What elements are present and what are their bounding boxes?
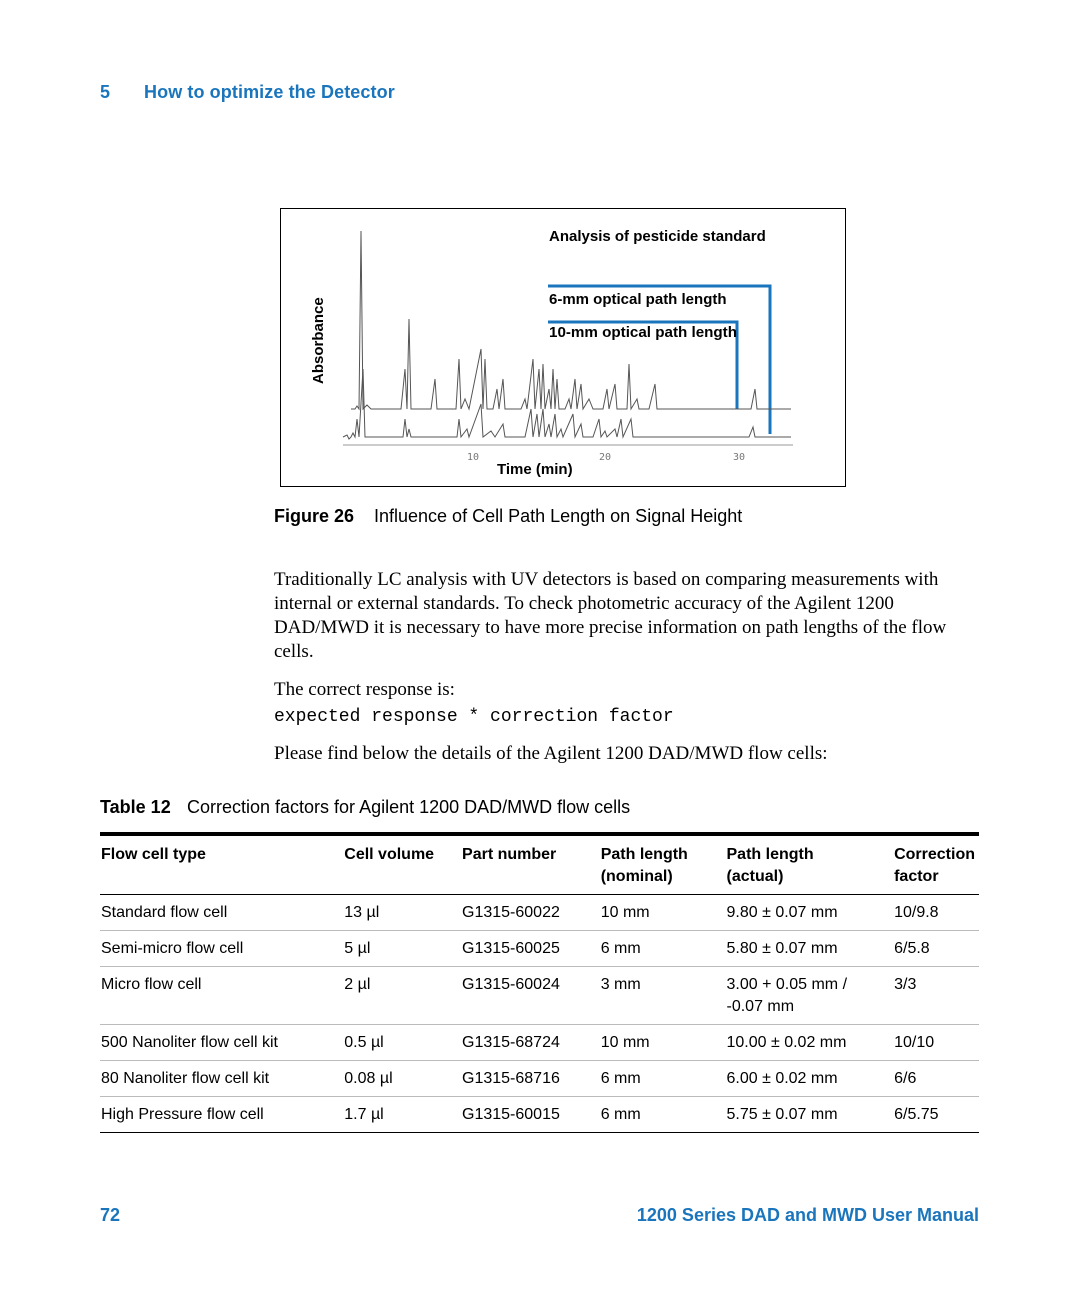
cell-path-nominal: 3 mm [600, 967, 726, 1025]
cell-flow-cell-type: Semi-micro flow cell [100, 931, 343, 967]
header-cell-volume: Cell volume [343, 834, 461, 895]
x-tick-30: 30 [733, 452, 746, 463]
cell-part-number: G1315-60015 [461, 1097, 600, 1133]
trace-6mm [351, 231, 791, 409]
table-row [100, 895, 979, 931]
x-tick-10: 10 [467, 452, 480, 463]
cell-volume: 13 µl [343, 895, 461, 931]
paragraph-flow-cells: Please find below the details of the Agilent 1200 DAD/MWD flow cells: [274, 743, 828, 764]
legend-label-10mm: 10-mm optical path length [549, 324, 737, 341]
cell-correction-factor: 6/5.75 [893, 1097, 979, 1133]
y-axis-label: Absorbance [310, 297, 327, 384]
cell-flow-cell-type: Micro flow cell [100, 967, 343, 1025]
table-row [100, 1061, 979, 1097]
header-flow-cell-type: Flow cell type [100, 834, 343, 895]
cell-path-nominal: 6 mm [600, 1061, 726, 1097]
cell-correction-factor: 6/6 [893, 1061, 979, 1097]
manual-title: 1200 Series DAD and MWD User Manual [636, 1205, 979, 1225]
header-part-number: Part number [461, 834, 600, 895]
correction-factors-table [100, 832, 979, 1133]
cell-path-actual: 5.75 ± 0.07 mm [726, 1097, 894, 1133]
chapter-number: 5 [100, 82, 111, 102]
cell-volume: 0.08 µl [343, 1061, 461, 1097]
cell-part-number: G1315-60025 [461, 931, 600, 967]
cell-correction-factor: 3/3 [893, 967, 979, 1025]
cell-flow-cell-type: Standard flow cell [100, 895, 343, 931]
cell-correction-factor: 6/5.8 [893, 931, 979, 967]
cell-volume: 2 µl [343, 967, 461, 1025]
cell-flow-cell-type: 500 Nanoliter flow cell kit [100, 1025, 343, 1061]
table-row [100, 967, 979, 1025]
figure-caption-label: Figure 26 [274, 506, 355, 526]
table-caption-label: Table 12 [100, 797, 171, 817]
table-caption-text: Correction factors for Agilent 1200 DAD/MWD flow cells [187, 797, 631, 817]
cell-path-actual: 5.80 ± 0.07 mm [726, 931, 894, 967]
running-header [100, 82, 395, 103]
cell-volume: 5 µl [343, 931, 461, 967]
page-number: 72 [100, 1205, 121, 1225]
cell-volume: 0.5 µl [343, 1025, 461, 1061]
cell-path-actual: 9.80 ± 0.07 mm [726, 895, 894, 931]
cell-part-number: G1315-68724 [461, 1025, 600, 1061]
table-row [100, 931, 979, 967]
cell-volume: 1.7 µl [343, 1097, 461, 1133]
chapter-title: How to optimize the Detector [144, 82, 395, 102]
cell-part-number: G1315-60022 [461, 895, 600, 931]
cell-path-actual: 6.00 ± 0.02 mm [726, 1061, 894, 1097]
cell-path-nominal: 6 mm [600, 1097, 726, 1133]
cell-path-nominal: 10 mm [600, 895, 726, 931]
paragraph-response-intro: The correct response is: [274, 679, 455, 700]
cell-path-nominal: 6 mm [600, 931, 726, 967]
cell-path-actual: 10.00 ± 0.02 mm [726, 1025, 894, 1061]
legend-label-6mm: 6-mm optical path length [549, 291, 727, 308]
cell-part-number: G1315-60024 [461, 967, 600, 1025]
chromatogram-figure [280, 208, 846, 487]
cell-flow-cell-type: 80 Nanoliter flow cell kit [100, 1061, 343, 1097]
table-caption [100, 797, 630, 818]
figure-caption [274, 506, 742, 527]
table-header-row [100, 834, 979, 895]
cell-flow-cell-type: High Pressure flow cell [100, 1097, 343, 1133]
formula-text: expected response * correction factor [274, 707, 674, 727]
cell-part-number: G1315-68716 [461, 1061, 600, 1097]
cell-correction-factor: 10/9.8 [893, 895, 979, 931]
cell-path-actual: 3.00 + 0.05 mm / -0.07 mm [726, 967, 894, 1025]
header-path-length-nominal: Path length (nominal) [600, 834, 726, 895]
header-correction-factor: Correction factor [893, 834, 979, 895]
legend-markers [548, 286, 770, 434]
x-axis-label: Time (min) [497, 461, 573, 478]
chromatogram-svg [281, 209, 847, 488]
paragraph-intro: Traditionally LC analysis with UV detectors is based on comparing measurements with internal or external standards. To check photometric accuracy of the Agilent 1200 DAD/MWD it is necessary to have more precise information on path lengths of the flow cells. [274, 569, 947, 662]
table-row [100, 1025, 979, 1061]
x-tick-20: 20 [599, 452, 612, 463]
chart-title: Analysis of pesticide standard [549, 228, 766, 245]
table-row [100, 1097, 979, 1133]
figure-caption-text: Influence of Cell Path Length on Signal Height [374, 506, 743, 526]
cell-correction-factor: 10/10 [893, 1025, 979, 1061]
header-path-length-actual: Path length (actual) [726, 834, 894, 895]
cell-path-nominal: 10 mm [600, 1025, 726, 1061]
